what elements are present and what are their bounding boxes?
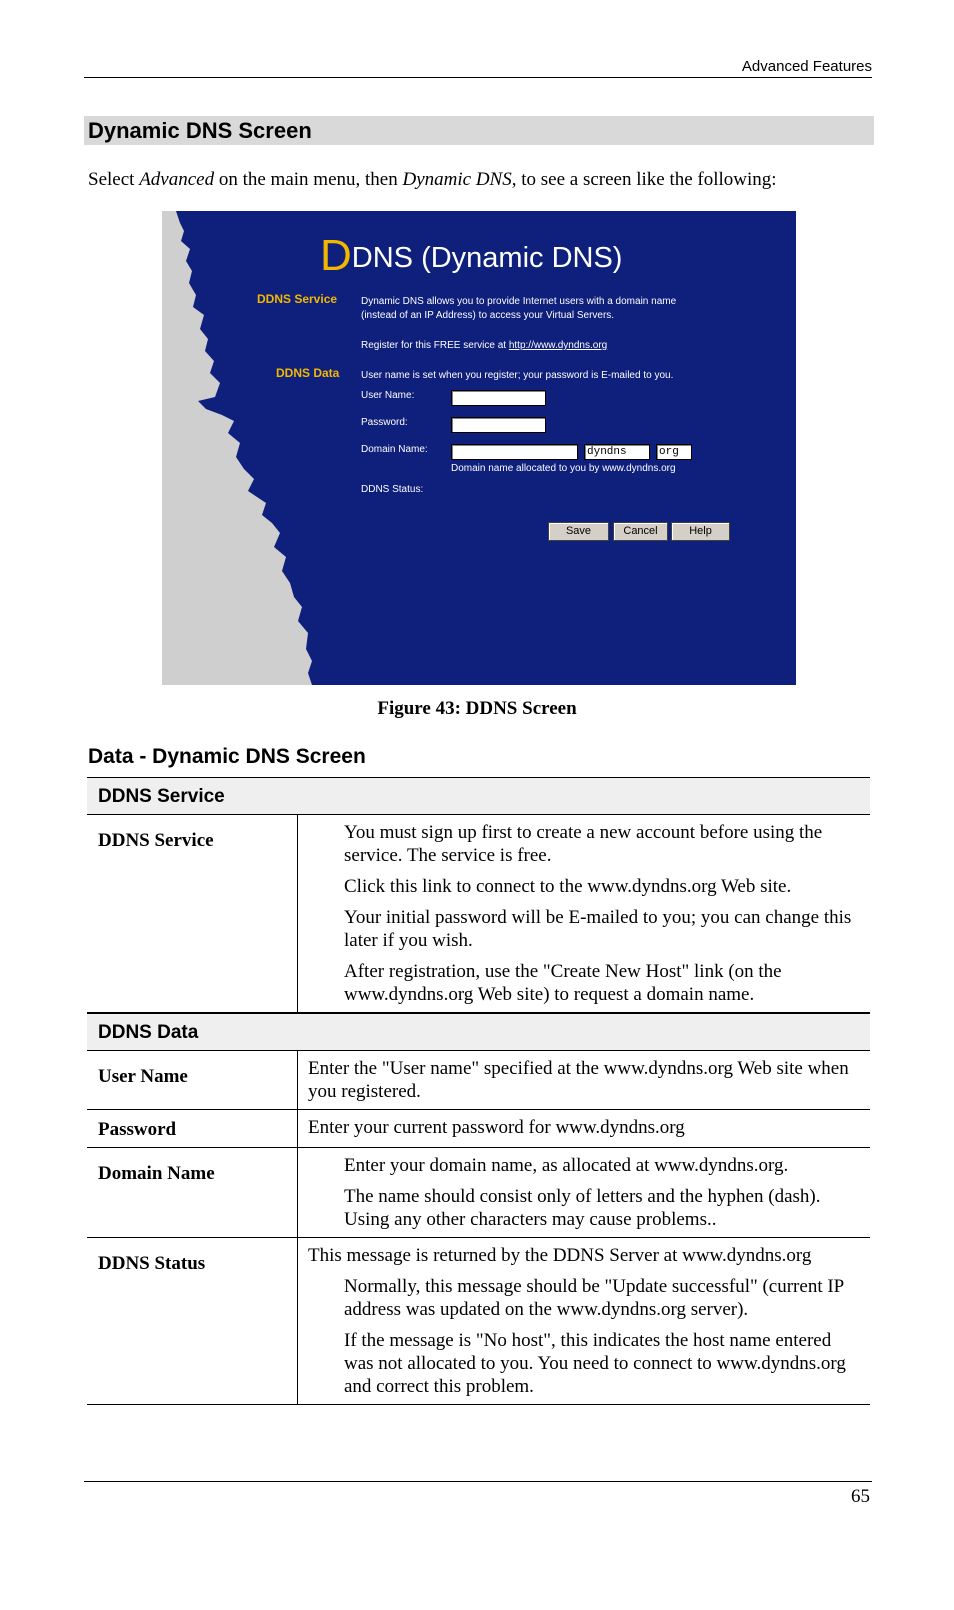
- table-group-row: [87, 1013, 870, 1050]
- figure-data-desc: User name is set when you register; your password is E-mailed to you.: [361, 370, 674, 381]
- figure-domain-input-dyndns[interactable]: dyndns: [584, 444, 650, 460]
- ddns-screenshot-figure: [162, 211, 796, 685]
- figure-domain-input-org[interactable]: org: [656, 444, 692, 460]
- term-user-name: User Name: [87, 1050, 298, 1109]
- term-ddns-status: DDNS Status: [87, 1237, 298, 1404]
- figure-service-desc-line-1: Dynamic DNS allows you to provide Internet users with a domain name: [361, 296, 677, 307]
- torn-edge-decoration: [162, 211, 322, 685]
- group-ddns-service: DDNS Service: [87, 778, 870, 815]
- table-row: [87, 1109, 870, 1147]
- figure-user-name-input[interactable]: [451, 390, 546, 406]
- intro-text-3: , to see a screen like the following:: [511, 169, 777, 190]
- desc-paragraph: If the message is "No host", this indicates the host name entered was not allocated to you. You need to connect to www.dyndns.org and correct this problem.: [344, 1329, 846, 1397]
- figure-domain-hint: Domain name allocated to you by www.dyndns.org: [451, 463, 676, 474]
- figure-user-name-label: User Name:: [361, 390, 415, 401]
- figure-password-label: Password:: [361, 417, 408, 428]
- intro-emphasis-advanced: Advanced: [139, 169, 215, 190]
- group-ddns-data: DDNS Data: [87, 1013, 870, 1050]
- figure-ddns-data-label: DDNS Data: [276, 366, 340, 380]
- figure-ddns-service-label: DDNS Service: [257, 292, 338, 306]
- figure-register-line: [361, 339, 607, 352]
- table-row: [87, 1050, 870, 1109]
- term-password: Password: [87, 1109, 298, 1147]
- figure-cancel-button[interactable]: Cancel: [613, 522, 668, 541]
- figure-title-rest: DNS (Dynamic DNS): [351, 242, 623, 274]
- data-table: [87, 777, 870, 1405]
- data-heading: Data - Dynamic DNS Screen: [88, 745, 366, 768]
- desc-paragraph: Click this link to connect to the www.dyndns.org Web site.: [344, 876, 792, 897]
- figure-caption: Figure 43: DDNS Screen: [377, 698, 577, 719]
- desc-paragraph: This message is returned by the DDNS Server at www.dyndns.org: [308, 1244, 812, 1266]
- desc-paragraph: Your initial password will be E-mailed to you; you can change this later if you wish.: [344, 907, 852, 951]
- desc-paragraph: Normally, this message should be "Update successful" (current IP address was updated on the www.dyndns.org server).: [344, 1275, 844, 1320]
- term-ddns-service: DDNS Service: [87, 815, 298, 1014]
- desc-paragraph: Enter your domain name, as allocated at www.dyndns.org.: [344, 1154, 789, 1176]
- intro-emphasis-dynamic-dns: Dynamic DNS: [402, 169, 512, 190]
- desc-domain-name: [298, 1147, 871, 1237]
- desc-user-name: [298, 1050, 871, 1109]
- table-row: [87, 1147, 870, 1237]
- figure-help-button[interactable]: Help: [671, 522, 730, 541]
- desc-ddns-service: [298, 815, 871, 1014]
- figure-register-link[interactable]: http://www.dyndns.org: [508, 340, 608, 351]
- intro-paragraph: [88, 169, 777, 191]
- figure-service-desc-line-2: (instead of an IP Address) to access your Virtual Servers.: [361, 310, 615, 321]
- figure-ddns-status-label: DDNS Status:: [361, 484, 424, 495]
- table-row: [87, 1237, 870, 1404]
- table-group-row: [87, 778, 870, 815]
- figure-domain-name-input[interactable]: [451, 444, 578, 460]
- page-number: 65: [851, 1486, 870, 1507]
- figure-title-initial: D: [320, 231, 352, 280]
- desc-paragraph: The name should consist only of letters and the hyphen (dash). Using any other characters may cause problems..: [344, 1185, 821, 1230]
- footer-rule: [84, 1481, 872, 1482]
- desc-ddns-status: [298, 1237, 871, 1404]
- figure-register-text: Register for this FREE service at: [361, 340, 509, 351]
- desc-paragraph: Enter your current password for www.dyndns.org: [308, 1116, 685, 1138]
- table-row: [87, 815, 870, 1014]
- figure-page-title: [320, 231, 622, 281]
- running-header: Advanced Features: [84, 58, 872, 78]
- figure-password-input[interactable]: [451, 417, 546, 433]
- section-title: Dynamic DNS Screen: [84, 116, 874, 145]
- desc-password: [298, 1109, 871, 1147]
- desc-paragraph: You must sign up first to create a new account before using the service. The service is free.: [344, 822, 823, 866]
- desc-paragraph: Enter the "User name" specified at the www.dyndns.org Web site when you registered.: [308, 1057, 849, 1102]
- intro-text-1: Select: [88, 169, 140, 190]
- figure-save-button[interactable]: Save: [548, 522, 609, 541]
- figure-domain-name-label: Domain Name:: [361, 444, 428, 455]
- desc-paragraph: After registration, use the "Create New Host" link (on the www.dyndns.org Web site) to request a domain name.: [344, 961, 782, 1005]
- intro-text-2: on the main menu, then: [214, 169, 403, 190]
- term-domain-name: Domain Name: [87, 1147, 298, 1237]
